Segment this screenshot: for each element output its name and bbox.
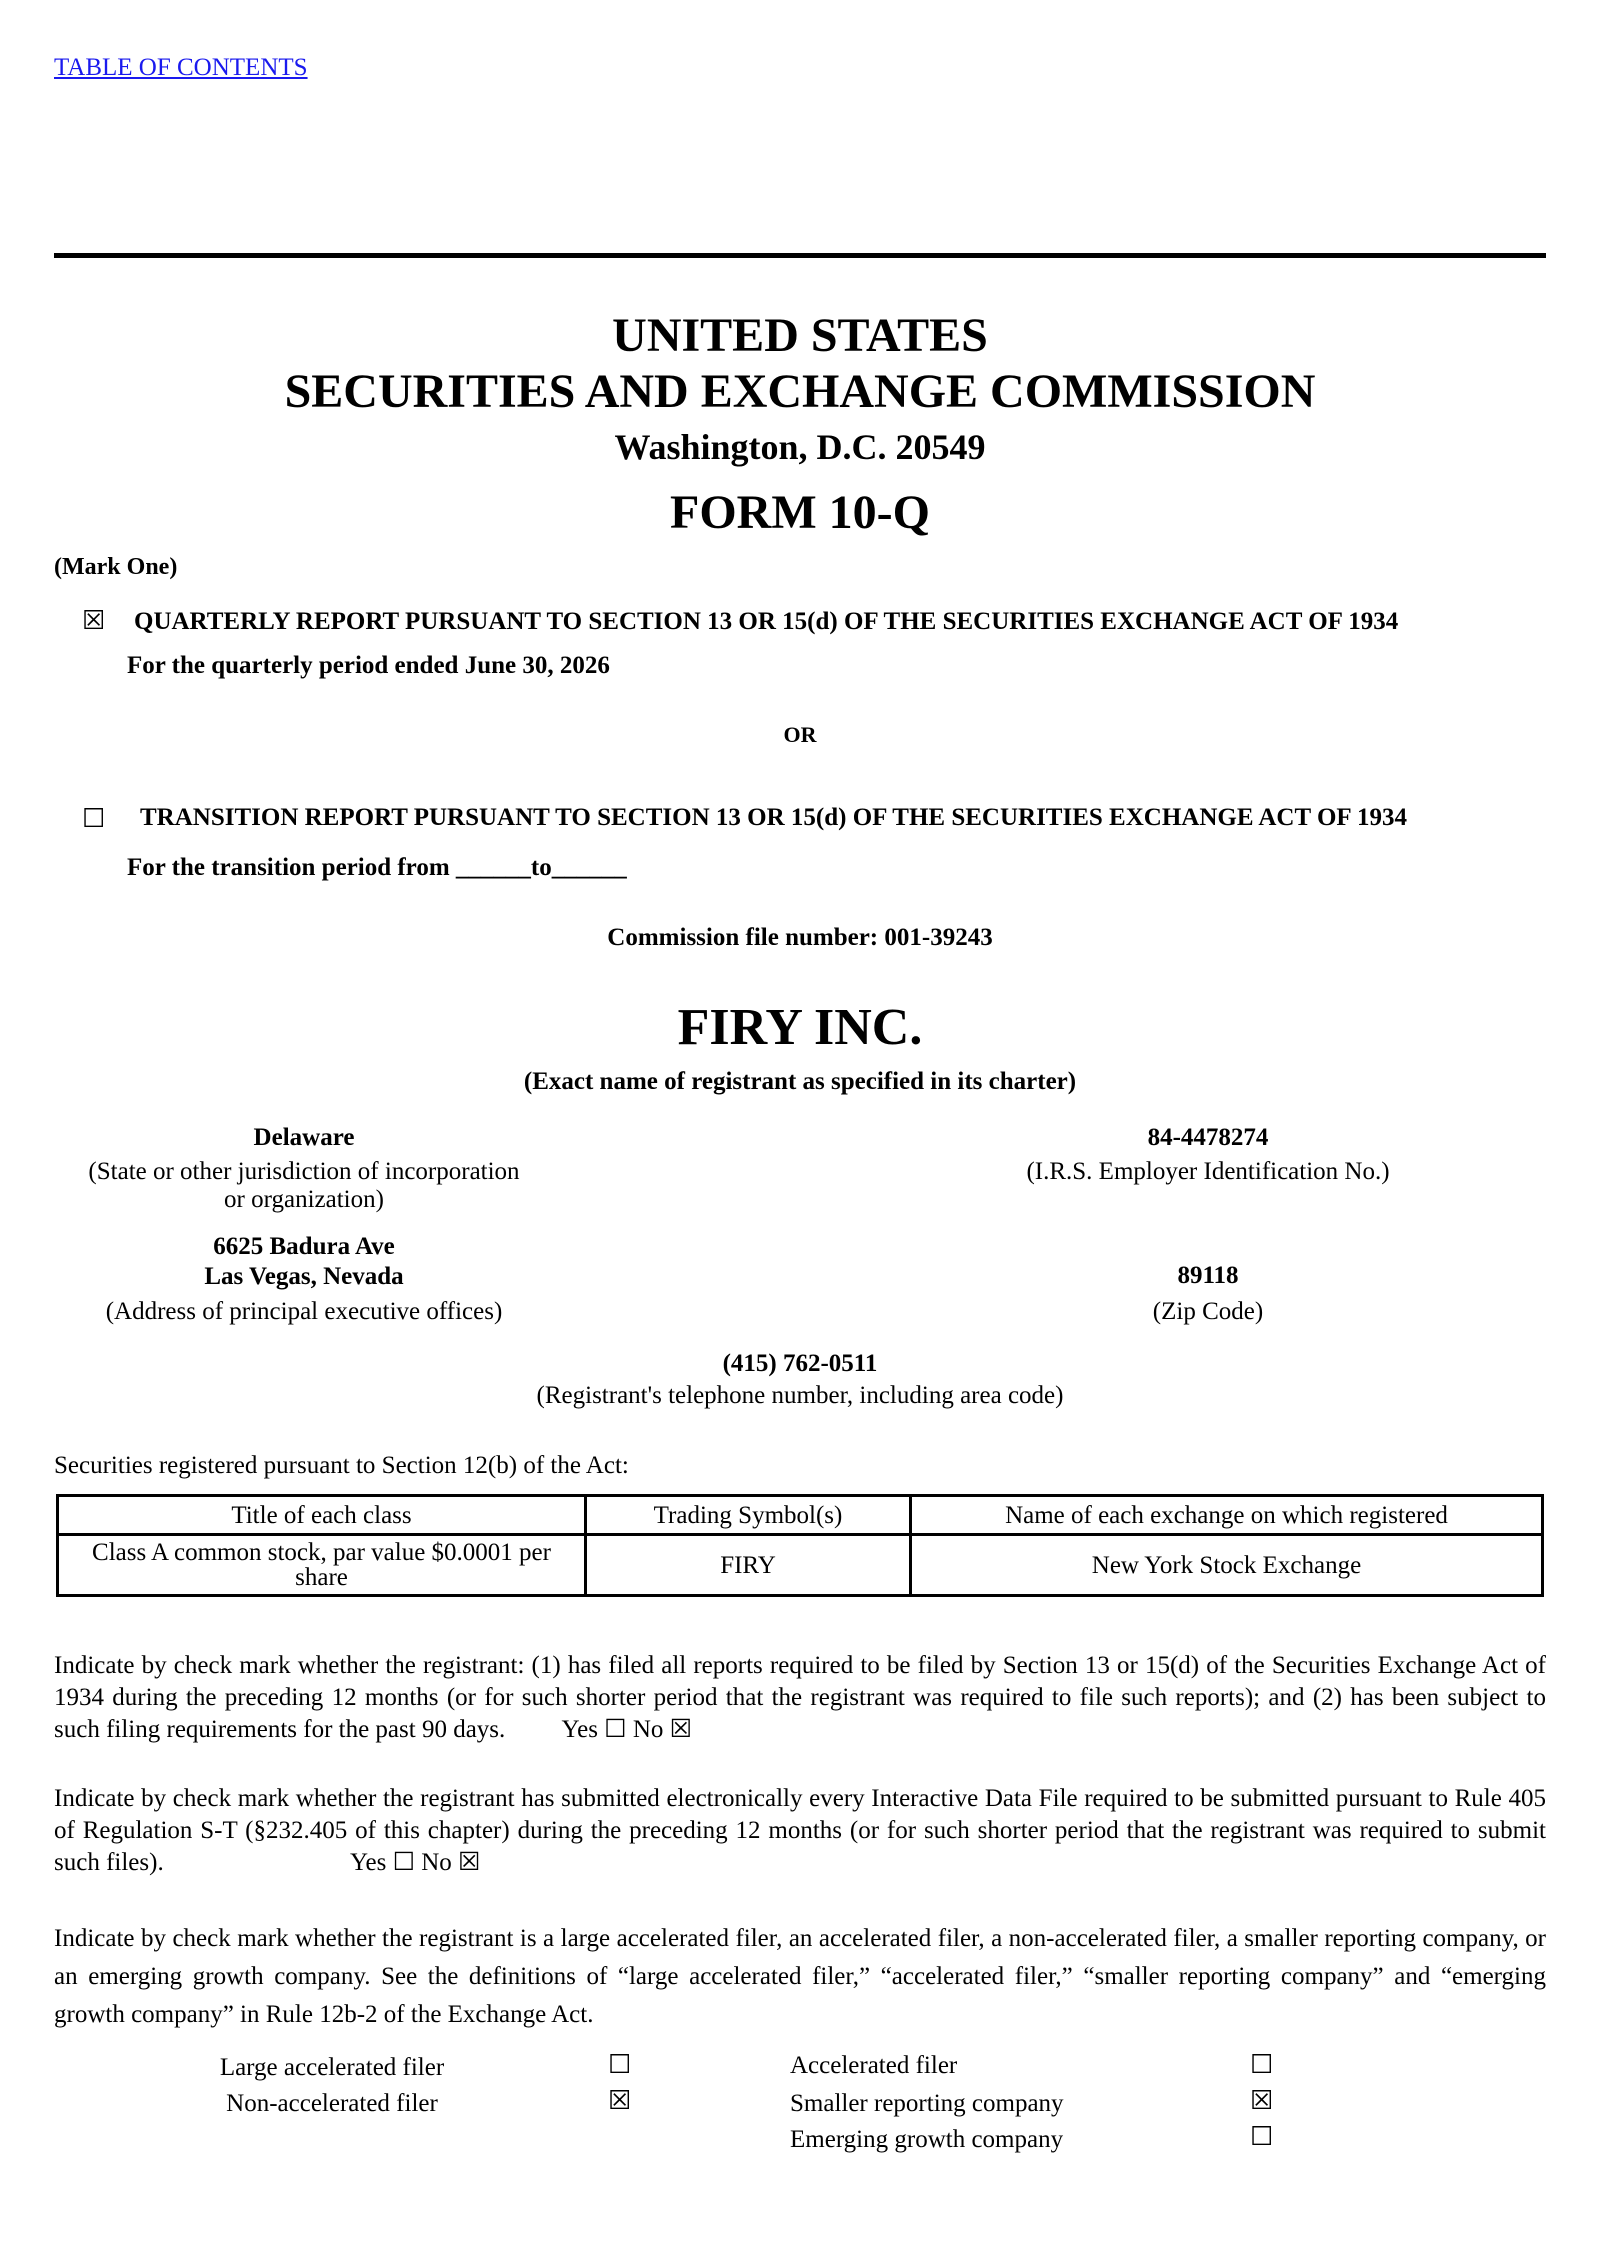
quarterly-period: For the quarterly period ended June 30, 2026 [127,652,610,679]
smaller-reporting-company-label: Smaller reporting company [790,2090,1064,2117]
zip-caption: (Zip Code) [1152,1298,1264,1325]
smaller-reporting-company-checkbox[interactable]: ☒ [1250,2086,1274,2115]
accelerated-filer-checkbox[interactable]: ☐ [1250,2050,1274,2079]
accelerated-filer-label: Accelerated filer [790,2052,958,2079]
ein-block [958,1124,1458,1186]
table-cell: Class A common stock, par value $0.0001 per share [58,1535,586,1596]
column-header: Trading Symbol(s) [586,1496,911,1535]
emerging-growth-company-label: Emerging growth company [790,2126,1064,2153]
table-cell: FIRY [586,1535,911,1596]
non-accelerated-filer-checkbox[interactable]: ☒ [608,2086,632,2115]
interactive-data-question [54,1783,1546,1879]
quarterly-report-checkbox[interactable]: ☒ [82,606,106,635]
reports-filed-question [54,1650,1546,1746]
state-caption-1: (State or other jurisdiction of incorporation [88,1158,520,1185]
ein-number: 84-4478274 [1147,1124,1269,1151]
filer-type-question: Indicate by check mark whether the registrant is a large accelerated filer, an accelerated filer, a non-accelerated filer, a smaller reporting company, or an emerging growth company. See the definitions of “large accelerated filer,” “accelerated filer,” “smaller reporting company” and “emerging growth company” in Rule 12b-2 of the Exchange Act. [54,1925,1546,2028]
section-12b-intro: Securities registered pursuant to Section 12(b) of the Act: [54,1452,629,1479]
table-row [58,1535,1543,1596]
state-block [54,1124,554,1214]
transition-report-label: TRANSITION REPORT PURSUANT TO SECTION 13 OR 15(d) OF THE SECURITIES EXCHANGE ACT OF 1934 [140,804,1407,831]
ein-caption: (I.R.S. Employer Identification No.) [1026,1158,1390,1185]
transition-report-checkbox[interactable]: ☐ [82,804,106,833]
table-header-row [58,1496,1543,1535]
reports-filed-text: Indicate by check mark whether the registrant: (1) has filed all reports required to be filed by Section 13 or 15(d) of the Securities Exchange Act of 1934 during the preceding 12 months (or for such shorter period that the registrant was required to file such reports); and (2) has been subject to such filing requirements for the past 90 days. [54,1652,1546,1743]
interactive-data-answer[interactable]: Yes ☐ No ☒ [349,1849,481,1876]
state-caption-2: or organization) [224,1186,384,1213]
securities-table [56,1494,1544,1597]
registrant-phone: (415) 762-0511 [722,1350,878,1377]
reports-filed-answer[interactable]: Yes ☐ No ☒ [561,1716,693,1743]
column-header: Name of each exchange on which registered [911,1496,1543,1535]
table-of-contents-link[interactable]: TABLE OF CONTENTS [54,54,308,81]
address-line-2: Las Vegas, Nevada [204,1263,404,1290]
large-accelerated-filer-label: Large accelerated filer [219,2054,445,2081]
form-title: FORM 10-Q [670,486,930,539]
registrant-name: FIRY INC. [677,999,923,1056]
quarterly-report-label: QUARTERLY REPORT PURSUANT TO SECTION 13 OR 15(d) OF THE SECURITIES EXCHANGE ACT OF 1934 [134,608,1399,635]
mark-one-label: (Mark One) [54,554,178,580]
interactive-data-text: Indicate by check mark whether the registrant has submitted electronically every Interactive Data File required to be submitted pursuant to Rule 405 of Regulation S-T (§232.405 of this chapter) during the preceding 12 months (or for such shorter period that the registrant was required to submit such files). [54,1785,1546,1876]
address-caption: (Address of principal executive offices) [105,1298,503,1325]
address-line-1: 6625 Badura Ave [213,1233,395,1260]
address-block [54,1232,554,1326]
transition-period: For the transition period from ______to______ [127,854,627,881]
or-separator: OR [783,722,817,747]
commission-file-number: Commission file number: 001-39243 [607,924,993,951]
state-of-incorporation: Delaware [253,1124,355,1151]
header-united-states: UNITED STATES [612,309,988,362]
header-divider [54,253,1546,258]
header-sec: SECURITIES AND EXCHANGE COMMISSION [284,365,1316,418]
zip-block [958,1262,1458,1326]
emerging-growth-company-checkbox[interactable]: ☐ [1250,2122,1274,2151]
registrant-name-caption: (Exact name of registrant as specified in its charter) [523,1068,1077,1095]
registrant-phone-caption: (Registrant's telephone number, including area code) [536,1382,1064,1409]
zip-code: 89118 [1177,1262,1239,1289]
large-accelerated-filer-checkbox[interactable]: ☐ [608,2050,632,2079]
header-location: Washington, D.C. 20549 [614,427,986,467]
non-accelerated-filer-label: Non-accelerated filer [226,2090,438,2117]
table-cell: New York Stock Exchange [911,1535,1543,1596]
column-header: Title of each class [58,1496,586,1535]
